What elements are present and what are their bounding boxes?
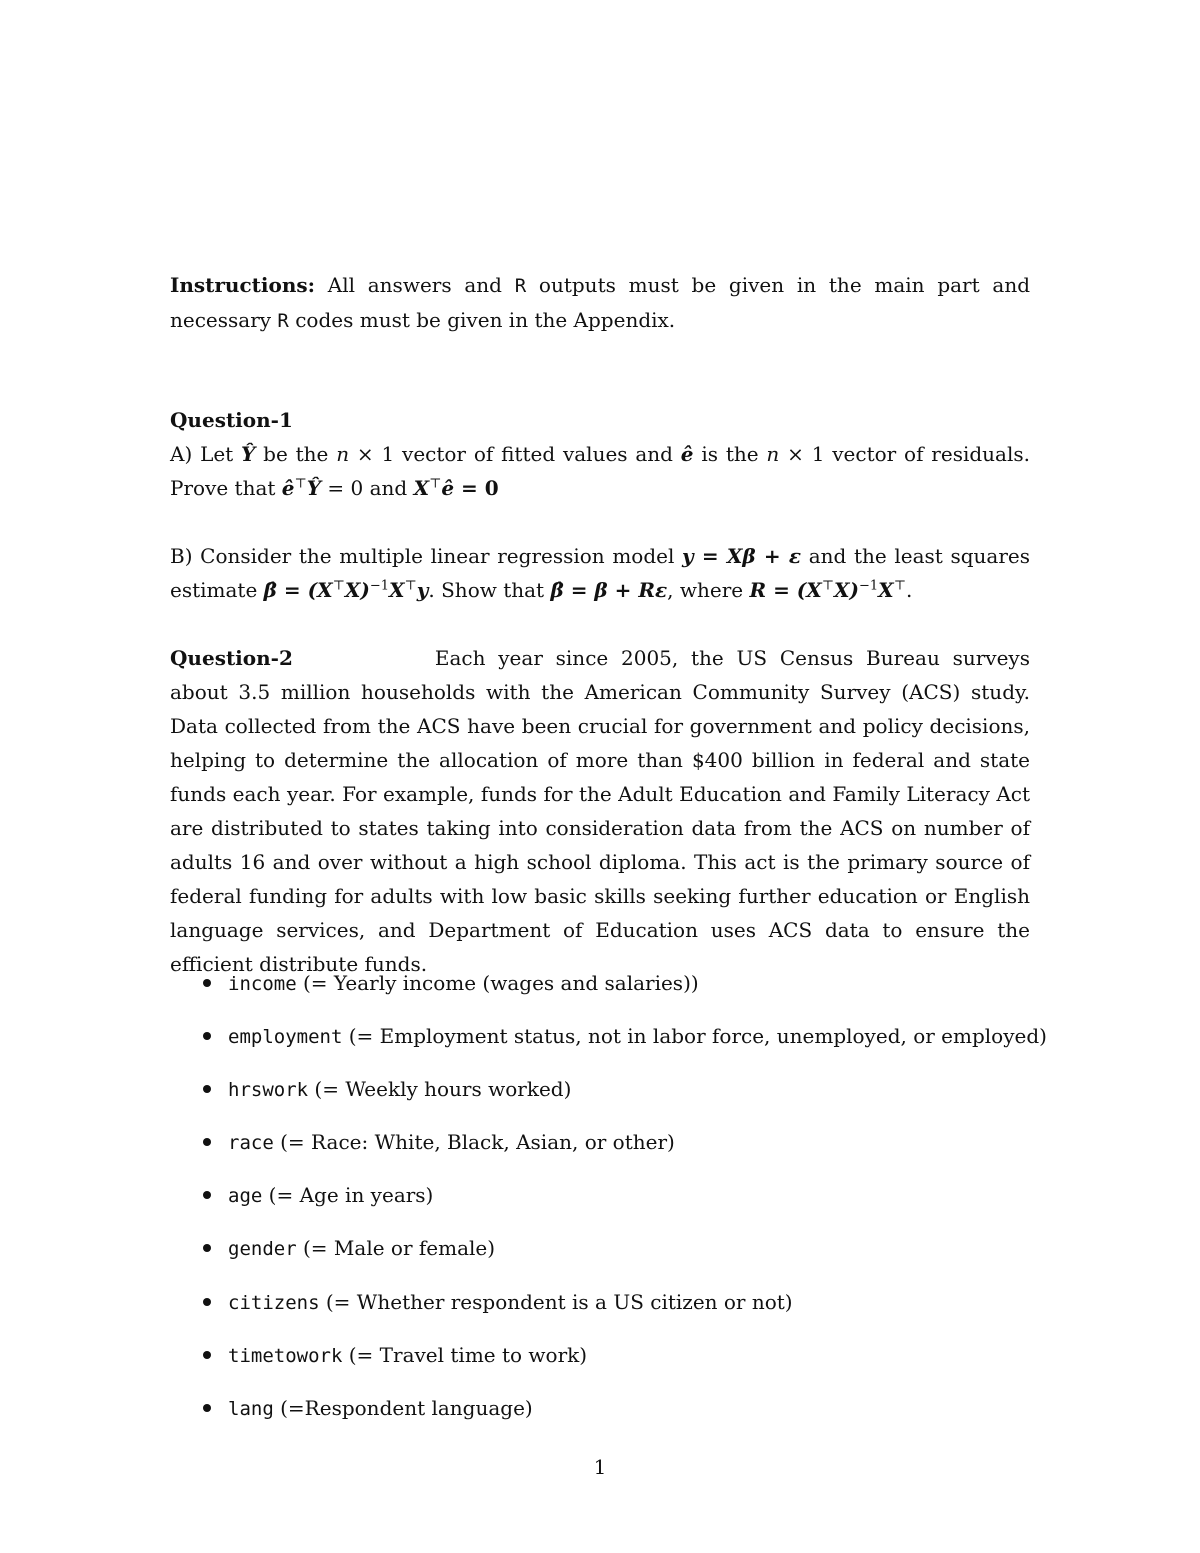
question-1-part-b xyxy=(170,539,1030,607)
part-b-text: . Show that xyxy=(428,578,551,602)
question-1-heading: Question-1 xyxy=(170,408,293,432)
bullet-icon xyxy=(203,1032,211,1040)
eq-term: = 0 xyxy=(321,476,364,500)
eq-term: = 0 xyxy=(454,476,499,500)
r-language-ref: R xyxy=(514,275,527,297)
variable-description: (= Employment status, not in labor force, unemployed, or employed) xyxy=(342,1024,1047,1049)
list-item xyxy=(170,1072,1050,1125)
transpose-sup: ⊤ xyxy=(404,578,417,594)
eq-term: y xyxy=(416,578,429,602)
list-item xyxy=(170,966,1050,1019)
eq-term: X) xyxy=(344,578,370,602)
part-a-text: × 1 vector of fitted values and xyxy=(349,442,681,466)
r-language-ref: R xyxy=(277,310,289,332)
instructions-label: Instructions: xyxy=(170,273,316,297)
variable-name: lang xyxy=(228,1397,274,1420)
variable-description: (= Male or female) xyxy=(296,1236,496,1261)
bullet-icon xyxy=(203,1351,211,1359)
eq-term: R = (X xyxy=(749,578,822,602)
variable-name: race xyxy=(228,1132,274,1155)
equation-2 xyxy=(414,476,499,500)
instructions-text-3: codes must be given in the Appendix. xyxy=(288,308,676,332)
question-2-paragraph xyxy=(170,641,1030,981)
variable-description: (= Race: White, Black, Asian, or other) xyxy=(273,1130,675,1155)
list-item xyxy=(170,1178,1050,1231)
part-a-text: × 1 vector of residuals. Prove that xyxy=(170,442,1030,500)
instructions-text-2: outputs must be given in the main part and necessary xyxy=(170,273,1030,332)
list-item xyxy=(170,1019,1050,1072)
instructions-paragraph xyxy=(170,268,1030,338)
eq-term: X xyxy=(413,476,430,500)
variable-list xyxy=(170,966,1050,1444)
eq-term: β̂ = (X xyxy=(263,578,333,602)
part-a-text: is the xyxy=(693,442,767,466)
transpose-sup: ⊤ xyxy=(332,578,345,594)
part-b-text: and the least squares estimate xyxy=(170,544,1031,602)
list-item xyxy=(170,1231,1050,1284)
regression-model: y = Xβ + ε xyxy=(682,544,802,568)
page-number: 1 xyxy=(593,1455,607,1479)
transpose-sup: ⊤ xyxy=(893,578,906,594)
eq-term: ê xyxy=(441,476,455,500)
inverse-sup: −1 xyxy=(369,578,389,594)
part-b-text: , where xyxy=(667,578,750,602)
part-b-text: . xyxy=(905,578,913,602)
bullet-icon xyxy=(203,979,211,987)
part-b-label: B) xyxy=(170,544,193,568)
variable-name: employment xyxy=(228,1026,343,1049)
variable-description: (= Age in years) xyxy=(262,1183,434,1208)
list-item xyxy=(170,1125,1050,1178)
equation-1 xyxy=(282,476,363,500)
eq-term: ê xyxy=(281,476,295,500)
question-1-heading-block xyxy=(170,403,1030,437)
question-2-text: Each year since 2005, the US Census Bureau surveys about 3.5 million households with the American Community Survey (ACS) study. Data collected from the ACS have been crucial for government and policy decisions, helping to determine the allocation of more than $400 billion in federal and state funds each year. For example, funds for the Adult Education and Family Literacy Act are distributed to states taking into consideration data from the ACS on number of adults 16 and over without a high school diploma. This act is the primary source of federal funding for adults with low basic skills seeking further education or English language services, and Department of Education uses ACS data to ensure the efficient distribute funds. xyxy=(170,646,1030,976)
variable-description: (= Yearly income (wages and salaries)) xyxy=(296,971,699,995)
transpose-sup: ⊤ xyxy=(821,578,835,594)
variable-name: age xyxy=(228,1185,263,1208)
ls-estimate xyxy=(264,578,429,602)
part-a-text: Let xyxy=(192,442,242,466)
fitted-values-symbol: Ŷ xyxy=(241,442,256,466)
show-equation: β̂ = β + Rε xyxy=(550,578,668,602)
question-2-heading: Question-2 xyxy=(170,646,293,670)
n-symbol: n xyxy=(336,442,350,466)
variable-name: income xyxy=(228,973,297,995)
eq-term: X) xyxy=(834,578,859,602)
eq-term: X xyxy=(389,578,405,602)
variable-description: (= Whether respondent is a US citizen or not) xyxy=(319,1289,793,1314)
variable-name: citizens xyxy=(228,1291,320,1314)
instructions-text-1: All answers and xyxy=(315,273,515,297)
list-item xyxy=(170,1338,1050,1391)
eq-term: Ŷ xyxy=(306,476,322,500)
variable-name: gender xyxy=(228,1238,297,1261)
bullet-icon xyxy=(203,1138,211,1146)
variable-description: (=Respondent language) xyxy=(273,1395,533,1420)
inverse-sup: −1 xyxy=(859,578,879,594)
residuals-symbol: ê xyxy=(680,442,694,466)
eq-term: X xyxy=(878,578,894,602)
variable-description: (= Travel time to work) xyxy=(342,1342,588,1367)
bullet-icon xyxy=(203,1085,211,1093)
n-symbol: n xyxy=(766,442,780,466)
bullet-icon xyxy=(203,1244,211,1252)
variable-name: hrswork xyxy=(228,1079,309,1102)
transpose-sup: ⊤ xyxy=(294,476,307,492)
list-item xyxy=(170,1391,1050,1444)
part-a-text: and xyxy=(363,476,414,500)
bullet-icon xyxy=(203,1191,211,1199)
part-a-label: A) xyxy=(170,442,193,466)
part-b-text: Consider the multiple linear regression model xyxy=(192,544,683,568)
part-a-text: be the xyxy=(255,442,337,466)
variable-name: timetowork xyxy=(228,1344,343,1367)
transpose-sup: ⊤ xyxy=(429,476,442,492)
r-definition xyxy=(749,578,905,602)
list-item xyxy=(170,1285,1050,1338)
bullet-icon xyxy=(203,1298,211,1306)
variable-description: (= Weekly hours worked) xyxy=(308,1077,572,1102)
question-1-part-a xyxy=(170,437,1030,505)
bullet-icon xyxy=(203,1404,211,1412)
